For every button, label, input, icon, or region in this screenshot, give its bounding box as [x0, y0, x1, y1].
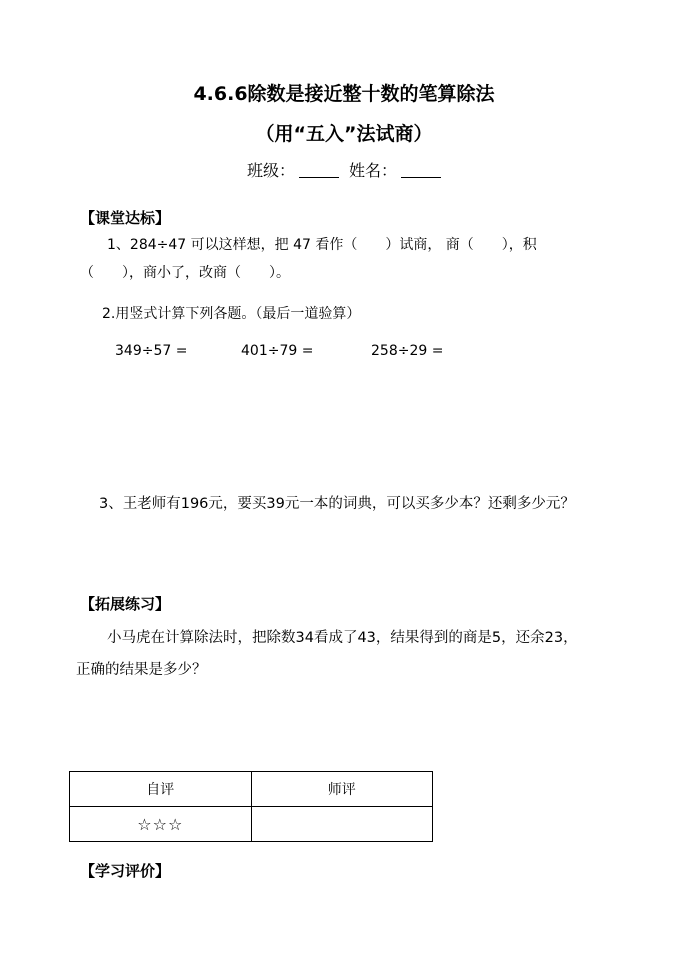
calc-item-2: 401÷79 =: [241, 343, 314, 359]
question-3-text: 3、王老师有196元，要买39元一本的词典，可以买多少本？还剩多少元？: [99, 496, 575, 512]
calc-item-1: 349÷57 =: [115, 343, 188, 359]
assessment-heading: 【学习评价】: [80, 862, 171, 880]
calc-item-3: 258÷29 =: [371, 343, 444, 359]
question-2-text: 2.用竖式计算下列各题。（最后一道验算）: [102, 306, 361, 322]
classroom-heading: 【课堂达标】: [80, 209, 171, 227]
extension-line-2: 正确的结果是多少？: [76, 662, 207, 678]
self-eval-header: 自评: [70, 772, 252, 807]
page-subtitle: （用“五入”法试商）: [255, 123, 433, 145]
class-blank[interactable]: [299, 177, 339, 178]
class-label: 班级：: [246, 161, 295, 180]
page-title: 4.6.6除数是接近整十数的笔算除法: [193, 83, 495, 105]
question-1-line-1: 1、284÷47 可以这样想，把 47 看作（ ）试商， 商（ ），积: [107, 237, 537, 253]
extension-line-1: 小马虎在计算除法时，把除数34看成了43，结果得到的商是5，还余23，: [107, 630, 578, 646]
evaluation-table: [69, 771, 433, 842]
name-blank[interactable]: [401, 177, 441, 178]
teacher-eval-header: 师评: [251, 772, 432, 807]
question-1-line-2: （ ），商小了，改商（ ）。: [80, 265, 290, 281]
evaluation-header-row: [70, 772, 433, 807]
evaluation-rating-row: [70, 807, 433, 842]
name-label: 姓名：: [349, 161, 398, 180]
teacher-rating-cell[interactable]: [251, 807, 432, 842]
self-rating-stars[interactable]: ☆☆☆: [70, 807, 252, 842]
extension-heading: 【拓展练习】: [80, 595, 171, 613]
student-info-line: [0, 158, 688, 181]
